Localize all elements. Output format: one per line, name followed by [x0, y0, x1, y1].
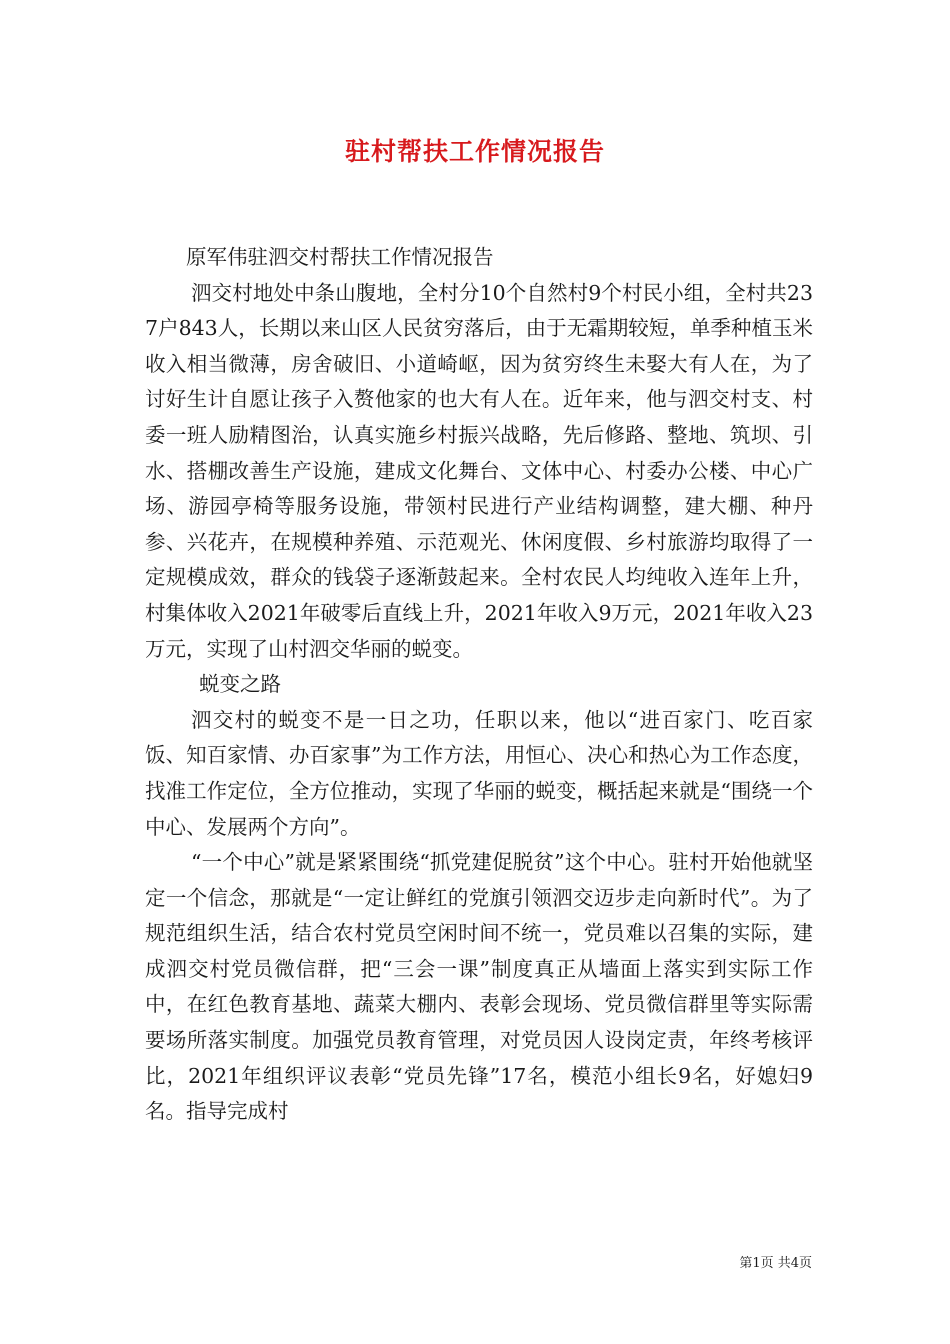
section-heading-paragraph: 蜕变之路 [199, 672, 281, 697]
body-paragraph: 泗交村地处中条山腹地，全村分10个自然村9个村民小组，全村共237户843人，长期以来山区人民贫穷落后，由于无霜期较短，单季种植玉米收入相当微薄，房舍破旧、小道崎岖，因为贫穷终生未娶大有人在，为了讨好生计自愿让孩子入赘他家的也大有人在。近年来，他与泗交村支、村委一班人励精图治，认真实施乡村振兴战略，先后修路、整地、筑坝、引水、搭棚改善生产设施，建成文化舞台、文体中心、村委办公楼、中心广场、游园亭椅等服务设施，带领村民进行产业结构调整，建大棚、种丹参、兴花卉，在规模种养殖、示范观光、休闲度假、乡村旅游均取得了一定规模成效，群众的钱袋子逐渐鼓起来。全村农民人均纯收入连年上升，村集体收入2021年破零后直线上升，2021年收入9万元，2021年收入23万元，实现了山村泗交华丽的蜕变。 [145, 280, 813, 661]
report-subtitle-paragraph: 原军伟驻泗交村帮扶工作情况报告 [186, 245, 494, 269]
document-title: 驻村帮扶工作情况报告 [344, 137, 605, 166]
document-body [145, 240, 813, 1130]
body-paragraph: “一个中心”就是紧紧围绕“抓党建促脱贫”这个中心。驻村开始他就坚定一个信念，那就是“一定让鲜红的党旗引领泗交迈步走向新时代”。为了规范组织生活，结合农村党员空闲时间不统一，党员难以召集的实际，建成泗交村党员微信群，把“三会一课”制度真正从墙面上落实到实际工作中，在红色教育基地、蔬菜大棚内、表彰会现场、党员微信群里等实际需要场所落实制度。加强党员教育管理，对党员因人设岗定责，年终考核评比，2021年组织评议表彰“党员先锋”17名，模范小组长9名，好媳妇9名。指导完成村 [145, 850, 813, 1124]
page-number: 第1页 共4页 [739, 1256, 812, 1271]
body-paragraph: 泗交村的蜕变不是一日之功，任职以来，他以“进百家门、吃百家饭、知百家情、办百家事”为工作方法，用恒心、决心和热心为工作态度，找准工作定位，全方位推动，实现了华丽的蜕变，概括起来就是“围绕一个中心、发展两个方向”。 [145, 707, 813, 839]
